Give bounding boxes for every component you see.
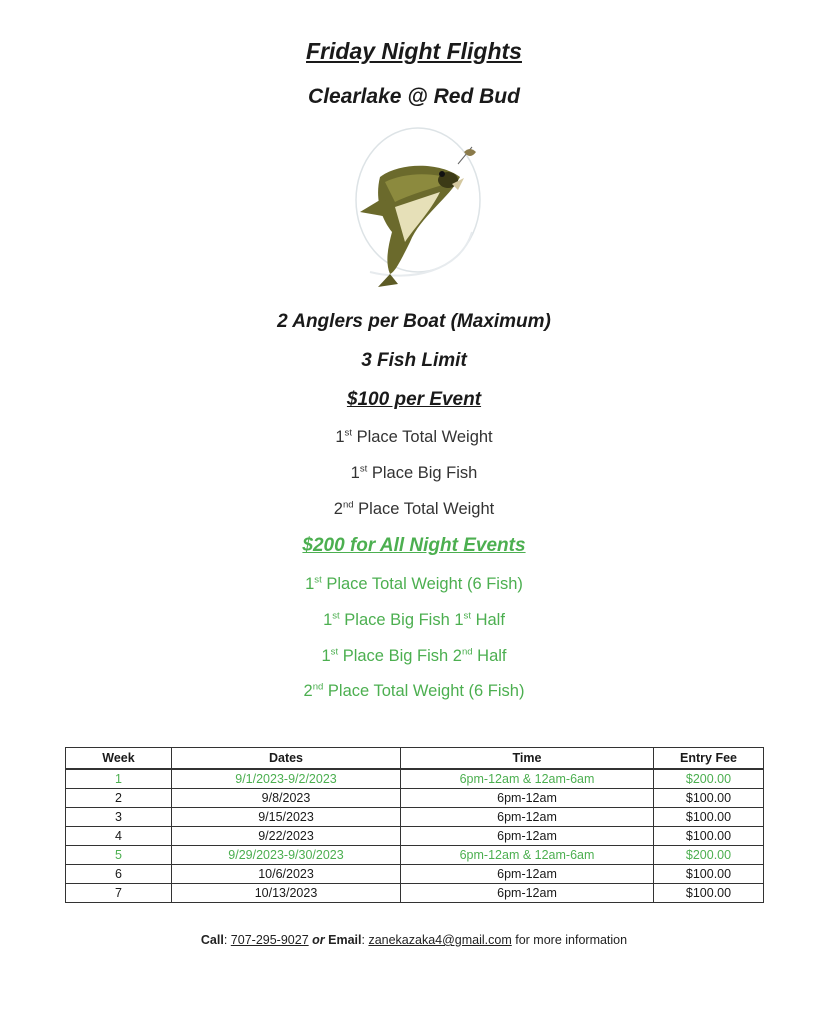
half-text: Half: [470, 611, 505, 629]
prize-rank-suffix: st: [330, 646, 339, 658]
prize-rank-suffix: st: [314, 574, 322, 586]
table-row: [66, 865, 764, 884]
call-label: Call: [200, 933, 224, 947]
event-100-heading: $100 per Event: [346, 389, 482, 410]
prize-text: Place Total Weight (6 Fish): [323, 682, 525, 700]
prize-text: Place Big Fish 1: [339, 611, 464, 629]
cell-week: 5: [66, 846, 172, 865]
cell-week: 6: [66, 865, 172, 884]
cell-dates: 9/15/2023: [172, 808, 401, 827]
night-prize-line: [0, 647, 828, 666]
column-header-entry-fee: Entry Fee: [654, 748, 764, 770]
prize-text: Place Total Weight (6 Fish): [321, 575, 523, 593]
cell-time: 6pm-12am: [401, 865, 654, 884]
bass-fish-image: [340, 122, 490, 292]
table-row: [66, 846, 764, 865]
prize-rank: 2: [303, 682, 313, 700]
cell-fee: $100.00: [654, 789, 764, 808]
prize-text: Place Total Weight: [352, 428, 493, 446]
half-suffix: nd: [461, 646, 473, 658]
column-header-time: Time: [401, 748, 654, 770]
cell-fee: $100.00: [654, 827, 764, 846]
cell-dates: 9/29/2023-9/30/2023: [172, 846, 401, 865]
cell-time: 6pm-12am: [401, 808, 654, 827]
table-row: [66, 769, 764, 789]
half-suffix: st: [463, 610, 471, 622]
column-header-week: Week: [66, 748, 172, 770]
cell-time: 6pm-12am & 12am-6am: [401, 769, 654, 789]
cell-time: 6pm-12am & 12am-6am: [401, 846, 654, 865]
prize-rank: 1: [350, 464, 360, 482]
prize-rank-suffix: nd: [342, 499, 354, 511]
cell-week: 7: [66, 884, 172, 903]
cell-dates: 10/13/2023: [172, 884, 401, 903]
prize-text: Place Big Fish: [367, 464, 478, 482]
cell-dates: 9/1/2023-9/2/2023: [172, 769, 401, 789]
cell-fee: $100.00: [654, 884, 764, 903]
schedule-table: [65, 747, 764, 903]
table-header-row: [66, 748, 764, 770]
table-row: [66, 827, 764, 846]
prize-rank: 1: [305, 575, 315, 593]
prize-text: Place Big Fish 2: [338, 647, 462, 665]
cell-fee: $200.00: [654, 769, 764, 789]
phone-link[interactable]: 707-295-9027: [230, 933, 309, 947]
prize-text: Place Total Weight: [353, 500, 495, 518]
prize-line: [0, 464, 828, 483]
cell-week: 1: [66, 769, 172, 789]
night-prize-line: [0, 575, 828, 594]
cell-dates: 10/6/2023: [172, 865, 401, 884]
cell-time: 6pm-12am: [401, 827, 654, 846]
prize-rank: 1: [335, 428, 345, 446]
prize-line: [0, 500, 828, 519]
email-link[interactable]: zanekazaka4@gmail.com: [368, 933, 512, 947]
prize-rank-suffix: nd: [312, 681, 324, 693]
contact-line: Call: 707-295-9027 or Email: zanekazaka4@gmail.com for more information: [200, 933, 628, 947]
cell-time: 6pm-12am: [401, 789, 654, 808]
cell-week: 2: [66, 789, 172, 808]
or-text: or: [312, 933, 325, 947]
prize-rank-suffix: st: [359, 463, 368, 475]
cell-dates: 9/8/2023: [172, 789, 401, 808]
cell-week: 4: [66, 827, 172, 846]
prize-rank: 1: [323, 611, 333, 629]
table-row: [66, 884, 764, 903]
column-header-dates: Dates: [172, 748, 401, 770]
cell-fee: $100.00: [654, 808, 764, 827]
prize-rank: 1: [321, 647, 331, 665]
prize-rank-suffix: st: [332, 610, 340, 622]
contact-suffix: for more information: [515, 933, 628, 947]
rule-anglers: 2 Anglers per Boat (Maximum): [277, 311, 551, 332]
cell-fee: $200.00: [654, 846, 764, 865]
table-row: [66, 789, 764, 808]
half-text: Half: [472, 647, 507, 665]
cell-week: 3: [66, 808, 172, 827]
cell-dates: 9/22/2023: [172, 827, 401, 846]
night-prize-line: [0, 682, 828, 701]
rule-fish-limit: 3 Fish Limit: [361, 350, 467, 371]
page-title: Friday Night Flights: [306, 38, 522, 64]
page-subtitle: Clearlake @ Red Bud: [308, 85, 520, 108]
email-label: Email: [328, 933, 362, 947]
cell-fee: $100.00: [654, 865, 764, 884]
event-200-heading: $200 for All Night Events: [302, 535, 526, 556]
prize-rank: 2: [333, 500, 343, 518]
table-row: [66, 808, 764, 827]
prize-line: [0, 428, 828, 447]
night-prize-line: [0, 611, 828, 630]
prize-rank-suffix: st: [344, 427, 352, 439]
cell-time: 6pm-12am: [401, 884, 654, 903]
